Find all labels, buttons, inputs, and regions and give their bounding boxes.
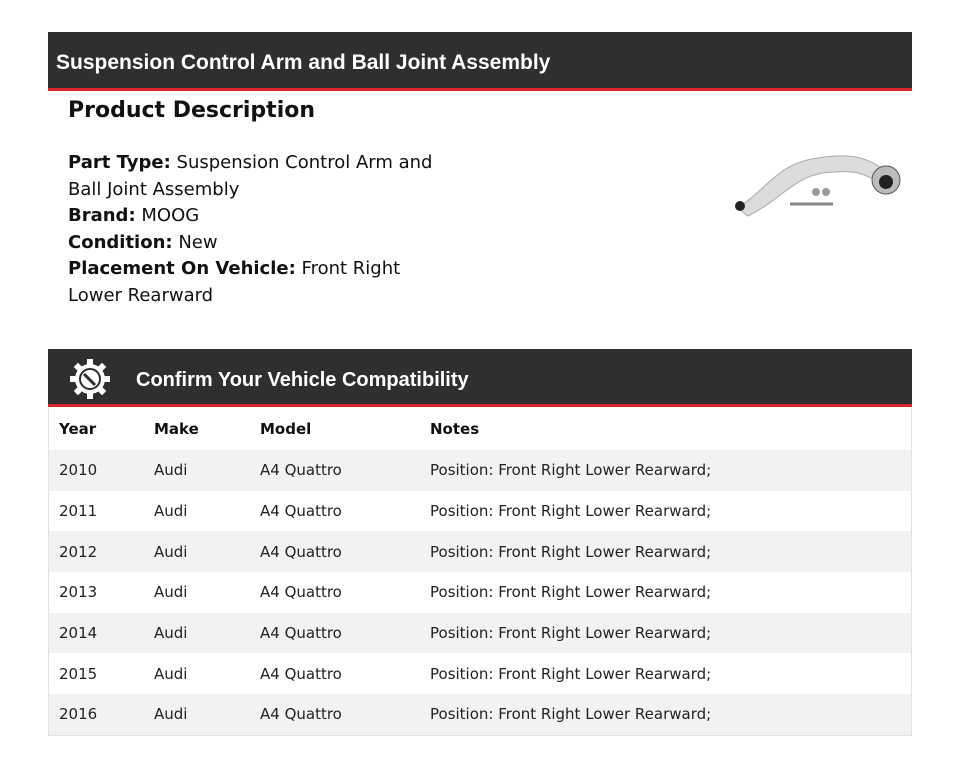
cell-make: Audi bbox=[144, 531, 250, 572]
cell-year: 2011 bbox=[59, 502, 98, 521]
cell-notes: Position: Front Right Lower Rearward; bbox=[430, 502, 712, 521]
title-bar bbox=[48, 32, 912, 91]
table-row bbox=[49, 450, 912, 491]
table-row bbox=[49, 694, 912, 735]
table-row bbox=[49, 491, 912, 532]
cell-make: Audi bbox=[154, 583, 188, 602]
col-make: Make bbox=[154, 419, 199, 438]
cell-year: 2014 bbox=[49, 613, 145, 654]
cell-model: A4 Quattro bbox=[250, 450, 420, 491]
table-row bbox=[49, 653, 912, 694]
cell-model: A4 Quattro bbox=[250, 613, 420, 654]
cell-notes: Position: Front Right Lower Rearward; bbox=[420, 694, 912, 735]
col-year: Year bbox=[59, 419, 97, 438]
cell-notes: Position: Front Right Lower Rearward; bbox=[430, 583, 712, 602]
table-row bbox=[49, 572, 912, 613]
table-header bbox=[49, 407, 912, 450]
cell-notes: Position: Front Right Lower Rearward; bbox=[430, 664, 712, 683]
cell-year: 2013 bbox=[59, 583, 98, 602]
cell-make: Audi bbox=[144, 613, 250, 654]
cell-year: 2012 bbox=[49, 531, 145, 572]
col-model: Model bbox=[260, 419, 312, 438]
cell-year: 2016 bbox=[49, 694, 145, 735]
cell-make: Audi bbox=[154, 664, 188, 683]
table-row bbox=[49, 613, 912, 654]
cell-model: A4 Quattro bbox=[260, 664, 342, 683]
compat-table bbox=[48, 407, 912, 736]
cell-model: A4 Quattro bbox=[260, 583, 342, 602]
table-row bbox=[49, 531, 912, 572]
cell-year: 2015 bbox=[59, 664, 98, 683]
cell-model: A4 Quattro bbox=[250, 531, 420, 572]
compat-title: Confirm Your Vehicle Compatibility bbox=[136, 369, 469, 391]
field-brand: Brand: MOOG bbox=[68, 205, 200, 226]
product-title: Suspension Control Arm and Ball Joint Assembly bbox=[56, 51, 551, 74]
field-placement: Placement On Vehicle: Front Right Lower Rearward bbox=[68, 258, 401, 306]
cell-make: Audi bbox=[144, 450, 250, 491]
cell-notes: Position: Front Right Lower Rearward; bbox=[420, 613, 912, 654]
col-notes: Notes bbox=[430, 419, 480, 438]
description-heading: Product Description bbox=[68, 98, 316, 123]
cell-notes: Position: Front Right Lower Rearward; bbox=[420, 450, 912, 491]
cell-notes: Position: Front Right Lower Rearward; bbox=[420, 531, 912, 572]
cell-make: Audi bbox=[144, 694, 250, 735]
field-part-type: Part Type: Suspension Control Arm and Ball Joint Assembly bbox=[68, 152, 433, 200]
cell-make: Audi bbox=[154, 502, 188, 521]
control-arm-image bbox=[728, 148, 908, 228]
gear-icon bbox=[69, 358, 111, 400]
cell-year: 2010 bbox=[49, 450, 145, 491]
description-fields bbox=[68, 150, 458, 309]
cell-model: A4 Quattro bbox=[260, 502, 342, 521]
compat-bar bbox=[48, 349, 912, 407]
field-condition: Condition: New bbox=[68, 231, 218, 253]
cell-model: A4 Quattro bbox=[250, 694, 420, 735]
